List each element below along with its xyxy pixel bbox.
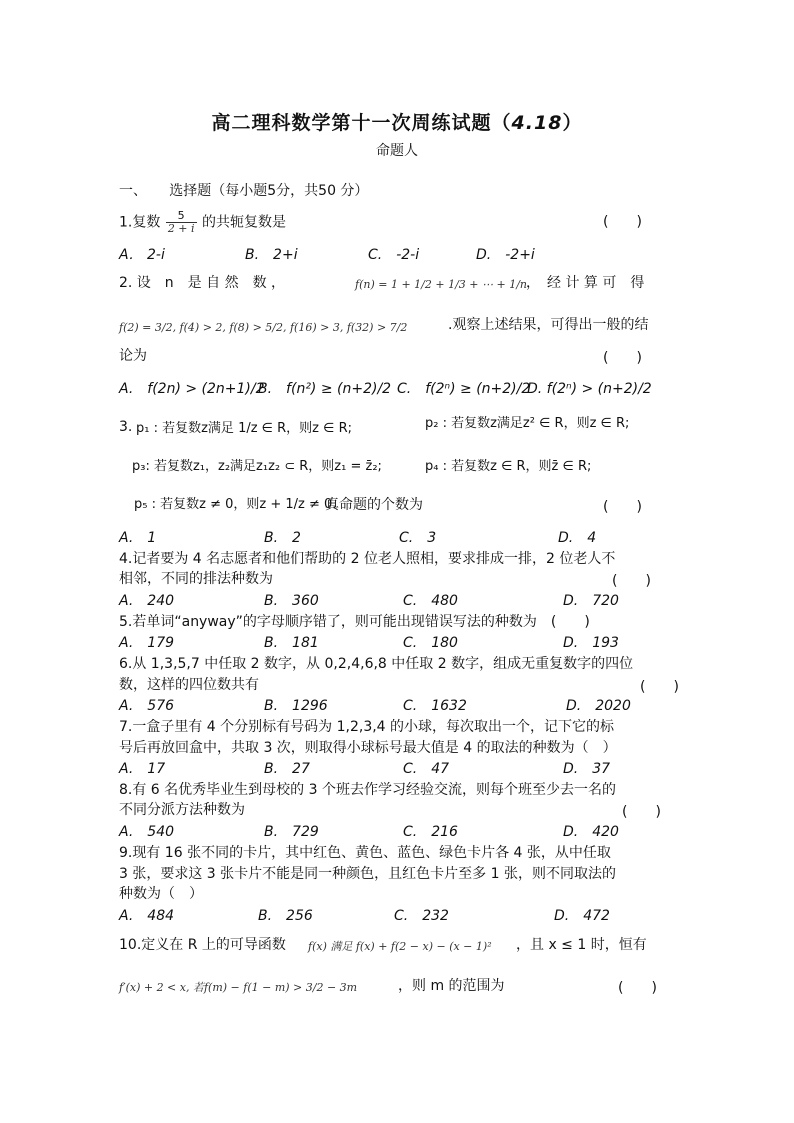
q3-option-c: C. 3 (399, 530, 437, 546)
q5-option-a: A. 179 (119, 635, 175, 651)
q2-option-c: C. f(2ⁿ) ≥ (n+2)/2 (397, 381, 531, 397)
q3-proposition-4: p₄ : 若复数z ∈ R，则z̄ ∈ R; (425, 459, 592, 474)
page-title: 高二理科数学第十一次周练试题（4.18） (211, 112, 583, 134)
q3-option-d: D. 4 (558, 530, 597, 546)
question-3-label: 3. (119, 419, 133, 435)
q6-option-b: B. 1296 (264, 698, 328, 714)
q8-option-d: D. 420 (563, 824, 619, 840)
q5-option-c: C. 180 (403, 635, 458, 651)
q4-option-a: A. 240 (119, 593, 175, 609)
question-9-line-2: 3 张，要求这 3 张卡片不能是同一种颜色，且红色卡片至多 1 张，则不同取法的 (119, 866, 616, 882)
question-9-line-3: 种数为（ ） (119, 886, 203, 902)
q6-option-d: D. 2020 (566, 698, 631, 714)
author-label: 命题人 (376, 143, 418, 159)
q1-fraction: $\frac{5}{2 + i}$ (167, 209, 195, 235)
q7-option-c: C. 47 (403, 761, 450, 777)
section-heading: 一、 选择题（每小题5分，共50 分） (119, 183, 369, 199)
q3-proposition-2: p₂ : 若复数z满足z² ∈ R，则z ∈ R; (425, 416, 630, 431)
question-4-line-1: 4.记者要为 4 名志愿者和他们帮助的 2 位老人照相，要求排成一排，2 位老人不 (119, 551, 616, 567)
question-1: 1.复数 $\frac{5}{2 + i}$ 的共轭复数是 (119, 209, 286, 235)
question-6-line-2: 数，这样的四位数共有 (119, 677, 259, 693)
q8-option-a: A. 540 (119, 824, 175, 840)
q1-option-a: A． 2-i (119, 247, 165, 263)
q9-option-a: A. 484 (119, 908, 175, 924)
q10-answer-blank: ( ) (618, 980, 657, 996)
q2-formula-fn: f(n) = 1 + 1/2 + 1/3 + ⋯ + 1/n (355, 278, 527, 291)
q2-line-2-tail: .观察上述结果，可得出一般的结 (448, 317, 649, 333)
q2-option-a: A. f(2n) > (2n+1)/2 (119, 381, 265, 397)
q4-option-c: C. 480 (403, 593, 458, 609)
q4-option-b: B. 360 (264, 593, 319, 609)
question-8-line-1: 8.有 6 名优秀毕业生到母校的 3 个班去作学习经验交流，则每个班至少去一名的 (119, 782, 616, 798)
q2-line-1-tail: ， 经 计 算 可 得 (526, 275, 645, 291)
q10-line-1-tail: ，且 x ≤ 1 时，恒有 (516, 937, 647, 953)
question-4-line-2: 相邻，不同的排法种数为 (119, 571, 273, 587)
q10-line-2-tail: ，则 m 的范围为 (398, 978, 505, 994)
q7-option-d: D. 37 (563, 761, 611, 777)
question-6-line-1: 6.从 1,3,5,7 中任取 2 数字，从 0,2,4,6,8 中任取 2 数字，组成无重复数字的四位 (119, 656, 634, 672)
q3-question-tail: 真命题的个数为 (325, 497, 423, 513)
q10-formula-1: f(x) 满足 f(x) + f(2 − x) − (x − 1)² (308, 940, 492, 953)
q3-option-b: B. 2 (264, 530, 301, 546)
q8-answer-blank: ( ) (622, 804, 661, 820)
q5-option-b: B. 181 (264, 635, 319, 651)
q7-option-b: B. 27 (264, 761, 310, 777)
q3-proposition-1: p₁ : 若复数z满足 1/z ∈ R，则z ∈ R; (136, 421, 352, 436)
q10-formula-2: f′(x) + 2 < x, 若f(m) − f(1 − m) > 3/2 − 3m (119, 981, 358, 994)
question-8-line-2: 不同分派方法种数为 (119, 802, 245, 818)
q8-option-c: C. 216 (403, 824, 458, 840)
q1-option-b: B. 2+i (245, 247, 298, 263)
q1-option-c: C. -2-i (368, 247, 420, 263)
q2-option-b: B. f(n²) ≥ (n+2)/2 (258, 381, 392, 397)
question-9-line-1: 9.现有 16 张不同的卡片，其中红色、黄色、蓝色、绿色卡片各 4 张，从中任取 (119, 845, 611, 861)
q3-answer-blank: ( ) (603, 499, 642, 515)
q7-option-a: A. 17 (119, 761, 166, 777)
q2-option-d: D. f(2ⁿ) > (n+2)/2 (527, 381, 652, 397)
q9-option-d: D. 472 (554, 908, 610, 924)
question-7-line-2: 号后再放回盒中，共取 3 次，则取得小球标号最大值是 4 的取法的种数为（ ） (119, 740, 617, 756)
q4-option-d: D. 720 (563, 593, 619, 609)
q6-option-c: C. 1632 (403, 698, 467, 714)
q9-option-c: C. 232 (394, 908, 449, 924)
q8-option-b: B. 729 (264, 824, 319, 840)
q4-answer-blank: ( ) (612, 573, 651, 589)
q1-answer-blank: ( ) (603, 214, 642, 230)
q2-formula-values: f(2) = 3/2, f(4) > 2, f(8) > 5/2, f(16) > 3, f(32) > 7/2 (119, 321, 408, 334)
question-7-line-1: 7.一盒子里有 4 个分别标有号码为 1,2,3,4 的小球，每次取出一个，记下它的标 (119, 719, 615, 735)
q1-option-d: D. -2+i (476, 247, 535, 263)
q2-answer-blank: ( ) (603, 350, 642, 366)
question-2-line-1: 2. 设 n 是 自 然 数 ， (119, 275, 286, 291)
q3-option-a: A. 1 (119, 530, 157, 546)
q6-option-a: A. 576 (119, 698, 175, 714)
question-5-line-1: 5.若单词“anyway”的字母顺序错了，则可能出现错误写法的种数为 ( ) (119, 614, 590, 630)
q2-line-3: 论为 (119, 348, 147, 364)
q9-option-b: B. 256 (258, 908, 313, 924)
question-10-line-1: 10.定义在 R 上的可导函数 (119, 937, 286, 953)
q3-proposition-3: p₃: 若复数z₁，z₂满足z₁z₂ ⊂ R，则z₁ = z̄₂; (132, 459, 382, 474)
q6-answer-blank: ( ) (640, 679, 679, 695)
q3-proposition-5: p₅ : 若复数z ≠ 0，则z + 1/z ≠ 0. (134, 497, 337, 512)
q5-option-d: D. 193 (563, 635, 619, 651)
